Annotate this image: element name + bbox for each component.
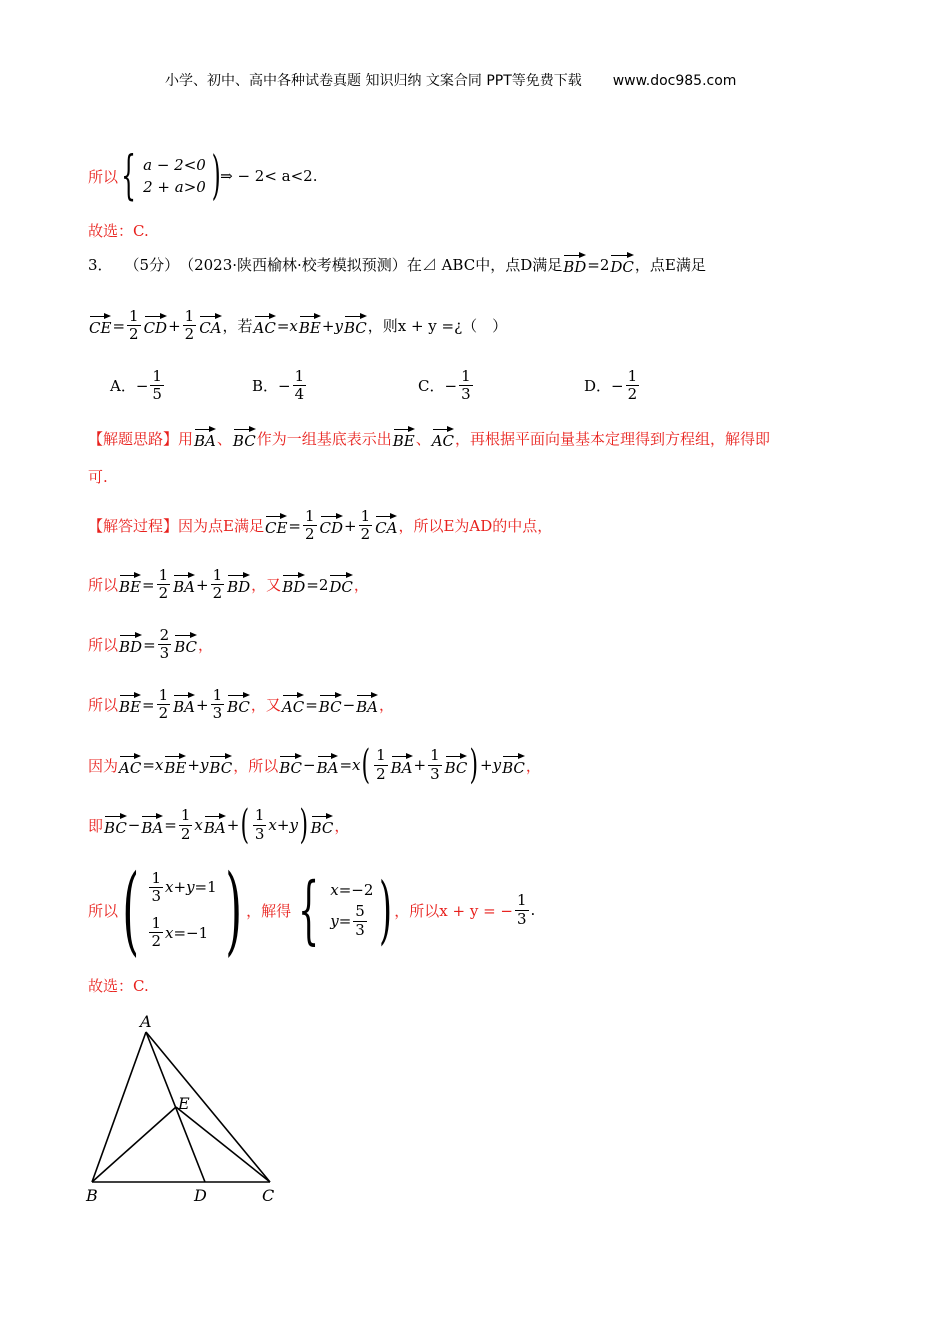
- question-stem-b: ，点E满足: [634, 256, 706, 274]
- idea-text3: ，再根据平面向量基本定理得到方程组，解得即: [455, 430, 771, 448]
- option-a-den: 5: [152, 385, 162, 404]
- process-so-3: 所以: [88, 636, 119, 655]
- process-ie: 即: [88, 816, 104, 835]
- idea-text4: 可.: [88, 468, 108, 486]
- option-d-num: 1: [627, 367, 638, 385]
- process-so-7: 所以: [88, 901, 119, 920]
- edge-ac: [146, 1032, 270, 1182]
- header-text: 小学、初中、高中各种试卷真题 知识归纳 文案合同 PPT等免费下载: [165, 73, 582, 89]
- prev-row2: 2 + a>0: [143, 178, 206, 196]
- process-so-2: 所以: [88, 576, 119, 595]
- idea-text2: 作为一组基底表示出: [256, 430, 392, 448]
- solution-idea: 【解题思路】 用 BA 、 BC 作为一组基底表示出 BE 、 AC ，再根据平面向量基本定理得到方程组，解得即: [88, 427, 770, 450]
- question-number: 3．: [88, 256, 113, 274]
- label-e: E: [178, 1094, 190, 1113]
- process-final: ，所以x + y = −: [394, 901, 513, 920]
- option-d-sign: −: [611, 376, 624, 395]
- process-also-2: ，又: [251, 576, 282, 595]
- process-line-7: 所以 ( $\frac{1}{3}$ x + y =1 $\frac{1}{2}$ x =−1 ) ，解得 { x =−2 y = $\frac{5}{3}$ ) ，所以x + y = − $\frac{1}{3}$ .: [88, 854, 536, 966]
- process-so-4: 所以: [88, 696, 119, 715]
- question-stem-a: 在⊿ ABC中，点D满足: [406, 256, 563, 274]
- process-line-1: 【解答过程】 因为点E满足 CE = $\frac{1}{2}$ CD + $\frac{1}{2}$ CA ，所以E为AD的中点，: [88, 507, 553, 544]
- question-source: （2023·陕西榆林·校考模拟预测）: [179, 256, 407, 274]
- process-line-3: 所以 BD = $\frac{2}{3}$ BC ，: [88, 626, 213, 663]
- option-a-num: 1: [152, 367, 162, 385]
- process-solve: ，解得: [246, 901, 292, 920]
- option-c-label: C．: [418, 377, 445, 396]
- process-line-6: 即 BC − BA = $\frac{1}{2}$ x BA + ( $\frac{1}{3}$ x + y ) BC ，: [88, 802, 350, 848]
- label-d: D: [194, 1186, 207, 1205]
- idea-tag: 【解题思路】: [88, 430, 179, 448]
- process-line-4: 所以 BE = $\frac{1}{2}$ BA + $\frac{1}{3}$ BC ，又 AC = BC − BA ，: [88, 686, 395, 723]
- option-c-den: 3: [461, 385, 471, 404]
- option-a-sign: −: [135, 376, 149, 395]
- header-url: www.doc985.com: [612, 73, 737, 89]
- question-points: （5分）: [124, 256, 180, 274]
- option-d[interactable]: [584, 368, 641, 404]
- option-d-label: D．: [584, 377, 612, 396]
- option-b-label: B．: [252, 377, 279, 396]
- idea-text1: 用: [178, 430, 194, 448]
- process-line-2: 所以 BE = $\frac{1}{2}$ BA + $\frac{1}{2}$ BD ，又 BD =2 DC ，: [88, 566, 369, 603]
- option-c[interactable]: [418, 368, 475, 404]
- process-answer: 故选：C.: [88, 977, 149, 995]
- label-c: C: [262, 1186, 275, 1205]
- option-c-num: 1: [461, 367, 471, 385]
- question-condition: CE = $\frac{1}{2}$ CD + $\frac{1}{2}$ CA ，若 AC = x BE + y BC ，则x + y =¿（ ）: [89, 307, 508, 344]
- process-line-5: 因为 AC = x BE + y BC ，所以 BC − BA = x ( $\frac{1}{2}$ BA + $\frac{1}{3}$ BC ) + y BC ，: [88, 742, 541, 788]
- option-b-sign: −: [278, 376, 291, 395]
- question-if: ，若: [222, 317, 253, 336]
- question-then: ，则x + y =¿（ ）: [367, 317, 508, 336]
- prev-conclusion: 所以 { a − 2<0 2 + a>0 ) ⇒ − 2< a<2.: [88, 146, 318, 206]
- option-b-num: 1: [294, 367, 305, 385]
- process-l1b: ，所以E为AD的中点，: [398, 517, 553, 536]
- process-tag: 【解答过程】: [88, 517, 179, 536]
- option-c-sign: −: [444, 376, 458, 395]
- option-a[interactable]: [110, 368, 166, 404]
- triangle-figure: [80, 1010, 300, 1210]
- option-d-den: 2: [627, 385, 638, 404]
- option-a-label: A．: [110, 377, 136, 396]
- label-b: B: [86, 1186, 98, 1205]
- prev-prefix: 所以: [88, 167, 119, 186]
- segment-be: [92, 1107, 176, 1182]
- label-a: A: [140, 1012, 152, 1031]
- process-because: 因为: [88, 756, 119, 775]
- edge-ab: [92, 1032, 146, 1182]
- process-so2: ，所以: [233, 756, 279, 775]
- process-also-4: ，又: [250, 696, 281, 715]
- prev-row1: a − 2<0: [143, 156, 206, 174]
- option-b-den: 4: [294, 385, 305, 404]
- option-b[interactable]: [252, 368, 308, 404]
- prev-result: ⇒ − 2< a<2.: [220, 167, 318, 185]
- page-header: [165, 70, 736, 90]
- prev-answer: 故选：C.: [88, 222, 149, 240]
- question-stem: 3． （5分） （2023·陕西榆林·校考模拟预测） 在⊿ ABC中，点D满足 BD =2 DC ，点E满足: [88, 253, 706, 276]
- process-l1a: 因为点E满足: [178, 517, 264, 536]
